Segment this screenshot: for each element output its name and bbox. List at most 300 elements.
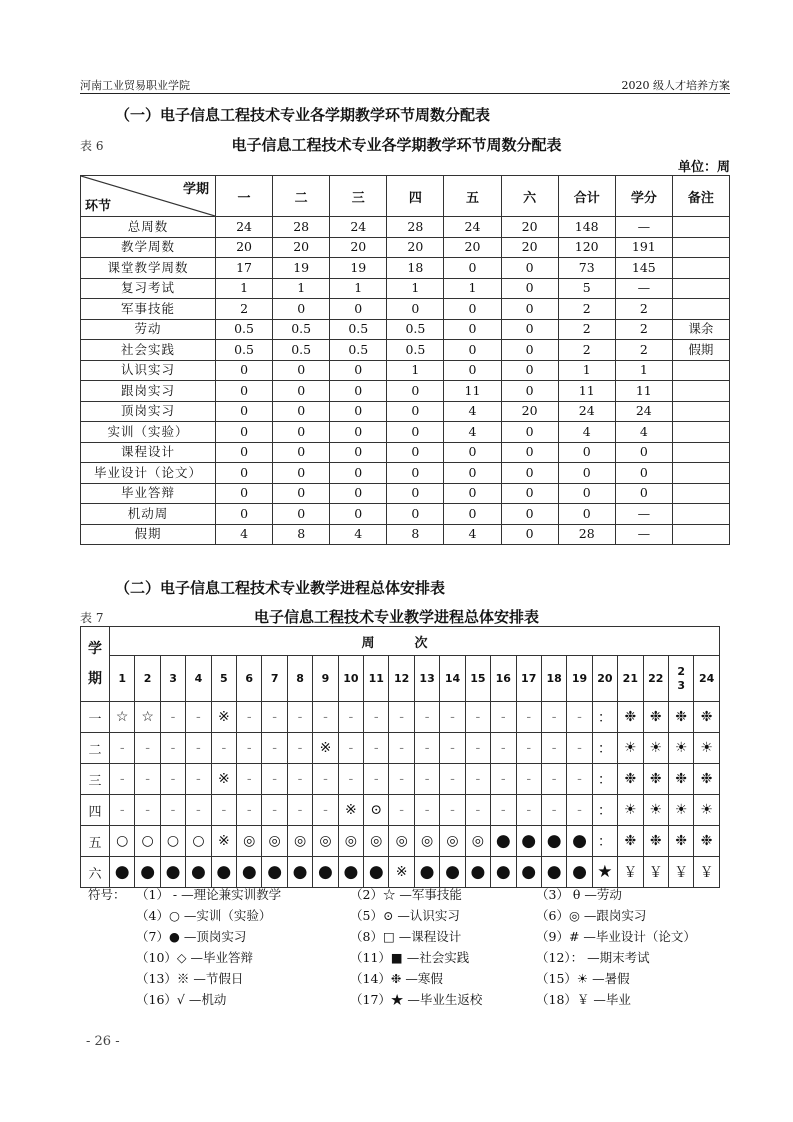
table-cell: 0 — [558, 504, 615, 525]
week-number: 17 — [516, 656, 541, 702]
table-cell: 0 — [444, 504, 501, 525]
dash-icon: - — [272, 802, 277, 818]
dash-icon: - — [196, 740, 201, 756]
filled-circle-icon: ● — [572, 831, 587, 851]
dash-icon: - — [196, 802, 201, 818]
table-cell: 1 — [387, 360, 444, 381]
dash-icon: - — [221, 740, 227, 756]
schedule-cell — [237, 826, 262, 857]
dash-icon: - — [424, 771, 430, 787]
week-number-text: 23 — [677, 664, 685, 692]
dash-icon: - — [348, 740, 354, 756]
row-label: 复习考试 — [81, 278, 216, 299]
table-cell: 0 — [501, 422, 558, 443]
schedule-cell — [643, 795, 668, 826]
double-circle-icon: ◎ — [395, 833, 408, 849]
filled-circle-icon: ● — [368, 862, 384, 882]
schedule-cell — [287, 826, 312, 857]
semester-label: 六 — [81, 857, 110, 888]
dash-icon: - — [399, 802, 405, 818]
table-cell: 0.5 — [330, 340, 387, 361]
dash-icon: - — [323, 709, 328, 725]
table-cell: 0 — [444, 319, 501, 340]
schedule-cell — [186, 702, 211, 733]
table-cell: 0 — [501, 381, 558, 402]
schedule-cell — [516, 702, 541, 733]
schedule-cell — [414, 795, 439, 826]
dash-icon: - — [577, 709, 582, 725]
dash-icon: - — [297, 740, 303, 756]
schedule-cell — [389, 702, 414, 733]
table-cell: 20 — [387, 237, 444, 258]
schedule-cell — [186, 733, 211, 764]
schedule-cell — [465, 702, 490, 733]
snowflake-icon: ❉ — [675, 709, 687, 725]
table-cell: 0 — [273, 381, 330, 402]
table-cell: 0 — [273, 483, 330, 504]
table-row — [81, 340, 730, 361]
schedule-cell — [389, 764, 414, 795]
week-number: 22 — [643, 656, 668, 702]
table-cell: 24 — [615, 401, 672, 422]
legend-item: （3） θ —劳动 — [536, 887, 622, 902]
schedule-cell — [491, 733, 516, 764]
circle-icon: ○ — [166, 833, 180, 849]
dash-icon: - — [170, 740, 176, 756]
snowflake-icon: ❉ — [624, 709, 637, 725]
dash-icon: - — [577, 771, 582, 787]
table-cell: 20 — [444, 237, 501, 258]
dash-icon: - — [526, 802, 532, 818]
week-number: 2 — [135, 656, 160, 702]
schedule-row — [81, 857, 720, 888]
column-header: 二 — [273, 176, 330, 217]
schedule-cell — [262, 764, 287, 795]
table-cell: 0 — [444, 258, 501, 279]
schedule-cell — [491, 857, 516, 888]
table-cell: 20 — [501, 401, 558, 422]
table6-title: 电子信息工程技术专业各学期教学环节周数分配表 — [231, 136, 562, 154]
schedule-cell — [338, 795, 363, 826]
yen-icon: ￥ — [699, 865, 714, 881]
table-cell — [672, 442, 729, 463]
schedule-cell — [186, 857, 211, 888]
schedule-cell — [414, 764, 439, 795]
dash-icon: - — [551, 709, 557, 725]
filled-circle-icon: ● — [191, 862, 206, 882]
table-cell: 120 — [558, 237, 615, 258]
table-cell: 0 — [501, 340, 558, 361]
table-cell: 0 — [444, 299, 501, 320]
dash-icon: - — [450, 802, 455, 818]
table-cell: 0 — [330, 381, 387, 402]
table-cell: 28 — [387, 217, 444, 238]
schedule-cell — [567, 795, 592, 826]
filled-circle-icon: ● — [292, 862, 308, 882]
table-cell: — — [615, 217, 672, 238]
week-number: 5 — [211, 656, 236, 702]
schedule-row — [81, 733, 720, 764]
table-cell: 0 — [501, 442, 558, 463]
schedule-cell — [186, 826, 211, 857]
legend-item: （13）※ —节假日 — [136, 971, 244, 986]
table-cell — [672, 483, 729, 504]
table-cell: 0 — [387, 463, 444, 484]
schedule-cell — [110, 764, 135, 795]
schedule-cell — [516, 733, 541, 764]
schedule-cell — [516, 857, 541, 888]
sun-icon: ☀ — [649, 802, 663, 818]
week-number: 9 — [313, 656, 338, 702]
schedule-cell — [643, 702, 668, 733]
dash-icon: - — [551, 771, 557, 787]
week-number: 19 — [567, 656, 592, 702]
week-number: 1 — [110, 656, 135, 702]
table-cell: 0 — [501, 299, 558, 320]
column-header: 六 — [501, 176, 558, 217]
week-number: 4 — [186, 656, 211, 702]
table7-week-number-row — [81, 656, 720, 702]
table-row — [81, 381, 730, 402]
schedule-cell — [694, 733, 720, 764]
table-cell — [672, 299, 729, 320]
schedule-cell — [211, 702, 236, 733]
schedule-cell — [592, 857, 617, 888]
schedule-cell — [465, 826, 490, 857]
table-cell: 4 — [216, 524, 273, 545]
legend-item: （6）◎ —跟岗实习 — [536, 908, 647, 923]
schedule-cell — [643, 826, 668, 857]
table-cell: 0 — [501, 483, 558, 504]
schedule-cell — [592, 733, 617, 764]
dash-icon: - — [373, 709, 379, 725]
dash-icon: - — [119, 771, 125, 787]
row-label: 机动周 — [81, 504, 216, 525]
row-label: 总周数 — [81, 217, 216, 238]
schedule-cell — [262, 733, 287, 764]
table-cell: 0.5 — [387, 319, 444, 340]
table-cell: 8 — [273, 524, 330, 545]
table-cell: 4 — [444, 524, 501, 545]
column-header: 一 — [216, 176, 273, 217]
sun-icon: ☀ — [624, 802, 637, 818]
table-cell: 0 — [216, 463, 273, 484]
week-number: 15 — [465, 656, 490, 702]
table-cell: 1 — [216, 278, 273, 299]
double-circle-icon: ◎ — [243, 833, 256, 849]
filled-circle-icon: ● — [470, 862, 486, 882]
legend-item: （4）○ —实训（实验） — [136, 908, 272, 923]
table-cell: 2 — [615, 319, 672, 340]
schedule-cell — [364, 764, 389, 795]
dash-icon: - — [196, 709, 201, 725]
schedule-cell — [465, 733, 490, 764]
dash-icon: - — [475, 802, 481, 818]
table-cell: 20 — [330, 237, 387, 258]
schedule-cell — [338, 733, 363, 764]
colon-icon: ： — [597, 710, 612, 726]
table-cell: 0 — [216, 483, 273, 504]
dash-icon: - — [551, 740, 557, 756]
schedule-cell — [262, 702, 287, 733]
schedule-cell — [694, 795, 720, 826]
dash-icon: - — [373, 740, 379, 756]
legend-item: （1） - —理论兼实训教学 — [136, 887, 282, 902]
filled-circle-icon: ● — [241, 862, 257, 882]
schedule-cell — [541, 795, 566, 826]
table-cell: 0 — [330, 504, 387, 525]
schedule-cell — [160, 795, 185, 826]
dash-icon: - — [221, 802, 227, 818]
semester-label: 四 — [81, 795, 110, 826]
snowflake-icon: ❉ — [649, 709, 662, 725]
snowflake-icon: ❉ — [700, 709, 713, 725]
table-cell: 0 — [387, 422, 444, 443]
schedule-cell — [414, 857, 439, 888]
table-cell: 0 — [273, 463, 330, 484]
table-cell: 4 — [444, 422, 501, 443]
dash-icon: - — [450, 709, 455, 725]
table-cell: 4 — [330, 524, 387, 545]
legend-item: （14）❉ —寒假 — [350, 971, 443, 986]
table-cell: 73 — [558, 258, 615, 279]
table-cell: 24 — [444, 217, 501, 238]
dash-icon: - — [475, 771, 481, 787]
legend-item: （12）： —期末考试 — [536, 950, 650, 965]
star-outline-icon: ☆ — [141, 709, 154, 725]
legend-item: （16）√ —机动 — [136, 992, 227, 1007]
schedule-cell — [211, 857, 236, 888]
table-row — [81, 278, 730, 299]
schedule-cell — [516, 764, 541, 795]
dash-icon: - — [246, 709, 252, 725]
table-cell: 1 — [273, 278, 330, 299]
week-number: 11 — [364, 656, 389, 702]
filled-circle-icon: ● — [521, 831, 537, 851]
table-cell: 0 — [330, 463, 387, 484]
table-cell: 0 — [216, 422, 273, 443]
schedule-cell — [364, 857, 389, 888]
schedule-cell — [592, 702, 617, 733]
dash-icon: - — [246, 802, 252, 818]
schedule-cell — [440, 795, 465, 826]
table-cell — [672, 504, 729, 525]
table-cell: 4 — [558, 422, 615, 443]
dash-icon: - — [450, 771, 455, 787]
table7-title: 电子信息工程技术专业教学进程总体安排表 — [253, 608, 539, 626]
table-row — [81, 360, 730, 381]
table-cell: 0 — [216, 442, 273, 463]
table-cell — [672, 422, 729, 443]
week-number: 12 — [389, 656, 414, 702]
table-cell: 0.5 — [387, 340, 444, 361]
snowflake-icon: ❉ — [624, 833, 637, 849]
table-cell: 0 — [216, 401, 273, 422]
semester-label: 五 — [81, 826, 110, 857]
table-cell: 0 — [273, 422, 330, 443]
table-cell: 0.5 — [330, 319, 387, 340]
schedule-cell — [694, 857, 720, 888]
table-cell: 8 — [387, 524, 444, 545]
week-number: 6 — [237, 656, 262, 702]
filled-circle-icon: ● — [546, 862, 562, 882]
table-cell: — — [615, 524, 672, 545]
table-cell: 148 — [558, 217, 615, 238]
filled-star-icon: ★ — [597, 862, 613, 882]
dash-icon: - — [196, 771, 201, 787]
dash-icon: - — [450, 740, 455, 756]
dash-icon: - — [500, 740, 506, 756]
schedule-cell — [287, 702, 312, 733]
schedule-cell — [338, 702, 363, 733]
colon-icon: ： — [597, 741, 612, 757]
table-row — [81, 237, 730, 258]
legend-item: （8）□ —课程设计 — [350, 929, 462, 944]
schedule-cell — [389, 795, 414, 826]
table-cell: 0 — [330, 442, 387, 463]
table-cell: 0.5 — [216, 319, 273, 340]
table-cell: 5 — [558, 278, 615, 299]
dash-icon: - — [323, 802, 328, 818]
table-cell: 1 — [387, 278, 444, 299]
schedule-cell — [618, 857, 643, 888]
table-cell: 18 — [387, 258, 444, 279]
table-cell: 0 — [273, 442, 330, 463]
schedule-cell — [567, 733, 592, 764]
schedule-cell — [541, 764, 566, 795]
section1-heading: （一）电子信息工程技术专业各学期教学环节周数分配表 — [115, 106, 491, 124]
table-cell: 0 — [444, 340, 501, 361]
page-number: - 26 - — [86, 1034, 120, 1049]
schedule-cell — [287, 764, 312, 795]
holiday-icon: ※ — [217, 771, 230, 787]
table-cell: — — [615, 504, 672, 525]
table-row — [81, 319, 730, 340]
dash-icon: - — [424, 740, 430, 756]
schedule-cell — [211, 733, 236, 764]
dash-icon: - — [272, 709, 277, 725]
schedule-cell — [465, 764, 490, 795]
row-label: 认识实习 — [81, 360, 216, 381]
row-label: 课堂教学周数 — [81, 258, 216, 279]
table-cell: 0 — [615, 483, 672, 504]
table-cell: 0 — [558, 442, 615, 463]
schedule-cell — [237, 764, 262, 795]
schedule-cell — [160, 764, 185, 795]
schedule-cell — [440, 702, 465, 733]
row-label: 教学周数 — [81, 237, 216, 258]
snowflake-icon: ❉ — [700, 771, 713, 787]
semester-header — [81, 627, 110, 702]
table-cell — [672, 258, 729, 279]
dash-icon: - — [373, 771, 379, 787]
table-cell: 0 — [330, 401, 387, 422]
schedule-cell — [211, 795, 236, 826]
week-header: 周次 — [110, 627, 720, 656]
table-cell: 0 — [273, 504, 330, 525]
schedule-cell — [491, 764, 516, 795]
filled-circle-icon: ● — [216, 862, 232, 882]
table-cell: 28 — [558, 524, 615, 545]
schedule-cell — [668, 764, 693, 795]
table-cell: 0 — [330, 299, 387, 320]
schedule-cell — [313, 826, 338, 857]
table-cell: 0 — [501, 360, 558, 381]
schedule-cell — [338, 857, 363, 888]
schedule-cell — [287, 795, 312, 826]
dash-icon: - — [119, 740, 125, 756]
corner-cell — [81, 176, 216, 217]
filled-circle-icon: ● — [165, 862, 181, 882]
double-circle-icon: ◎ — [319, 833, 332, 849]
dash-icon: - — [145, 740, 150, 756]
schedule-cell — [287, 857, 312, 888]
dash-icon: - — [577, 802, 582, 818]
column-header: 五 — [444, 176, 501, 217]
schedule-cell — [262, 857, 287, 888]
filled-circle-icon: ● — [572, 862, 587, 882]
table-cell: 2 — [216, 299, 273, 320]
schedule-cell — [237, 795, 262, 826]
table-cell: 0 — [558, 483, 615, 504]
dash-icon: - — [500, 802, 506, 818]
schedule-cell — [618, 764, 643, 795]
schedule-cell — [643, 733, 668, 764]
sun-icon: ☀ — [700, 740, 713, 756]
schedule-cell — [592, 826, 617, 857]
table-cell: 0 — [387, 401, 444, 422]
week-number: 16 — [491, 656, 516, 702]
schedule-cell — [211, 764, 236, 795]
star-outline-icon: ☆ — [115, 709, 129, 725]
schedule-cell — [618, 826, 643, 857]
dash-icon: - — [297, 709, 303, 725]
table-cell: 0 — [216, 360, 273, 381]
page-header — [80, 75, 730, 94]
schedule-cell — [567, 702, 592, 733]
schedule-cell — [287, 733, 312, 764]
table-cell: 1 — [558, 360, 615, 381]
schedule-cell — [262, 795, 287, 826]
dash-icon: - — [297, 771, 303, 787]
schedule-cell — [592, 764, 617, 795]
schedule-cell — [313, 702, 338, 733]
schedule-cell — [135, 857, 160, 888]
schedule-cell — [694, 702, 720, 733]
schedule-cell — [491, 795, 516, 826]
schedule-cell — [694, 764, 720, 795]
schedule-cell — [262, 826, 287, 857]
colon-icon: ： — [597, 772, 612, 788]
snowflake-icon: ❉ — [649, 771, 662, 787]
corner-semester-label: 学期 — [182, 182, 209, 197]
table-row — [81, 401, 730, 422]
table-cell: 0 — [273, 299, 330, 320]
semester-label: 一 — [81, 702, 110, 733]
schedule-cell — [592, 795, 617, 826]
double-circle-icon: ◎ — [344, 833, 357, 849]
filled-circle-icon: ● — [521, 862, 537, 882]
schedule-cell — [567, 764, 592, 795]
schedule-cell — [643, 857, 668, 888]
table-cell — [672, 360, 729, 381]
table-row — [81, 299, 730, 320]
week-number: 13 — [414, 656, 439, 702]
table-cell: 0 — [387, 299, 444, 320]
circle-icon: ○ — [192, 833, 205, 849]
table-cell: 1 — [615, 360, 672, 381]
snowflake-icon: ❉ — [675, 771, 687, 787]
